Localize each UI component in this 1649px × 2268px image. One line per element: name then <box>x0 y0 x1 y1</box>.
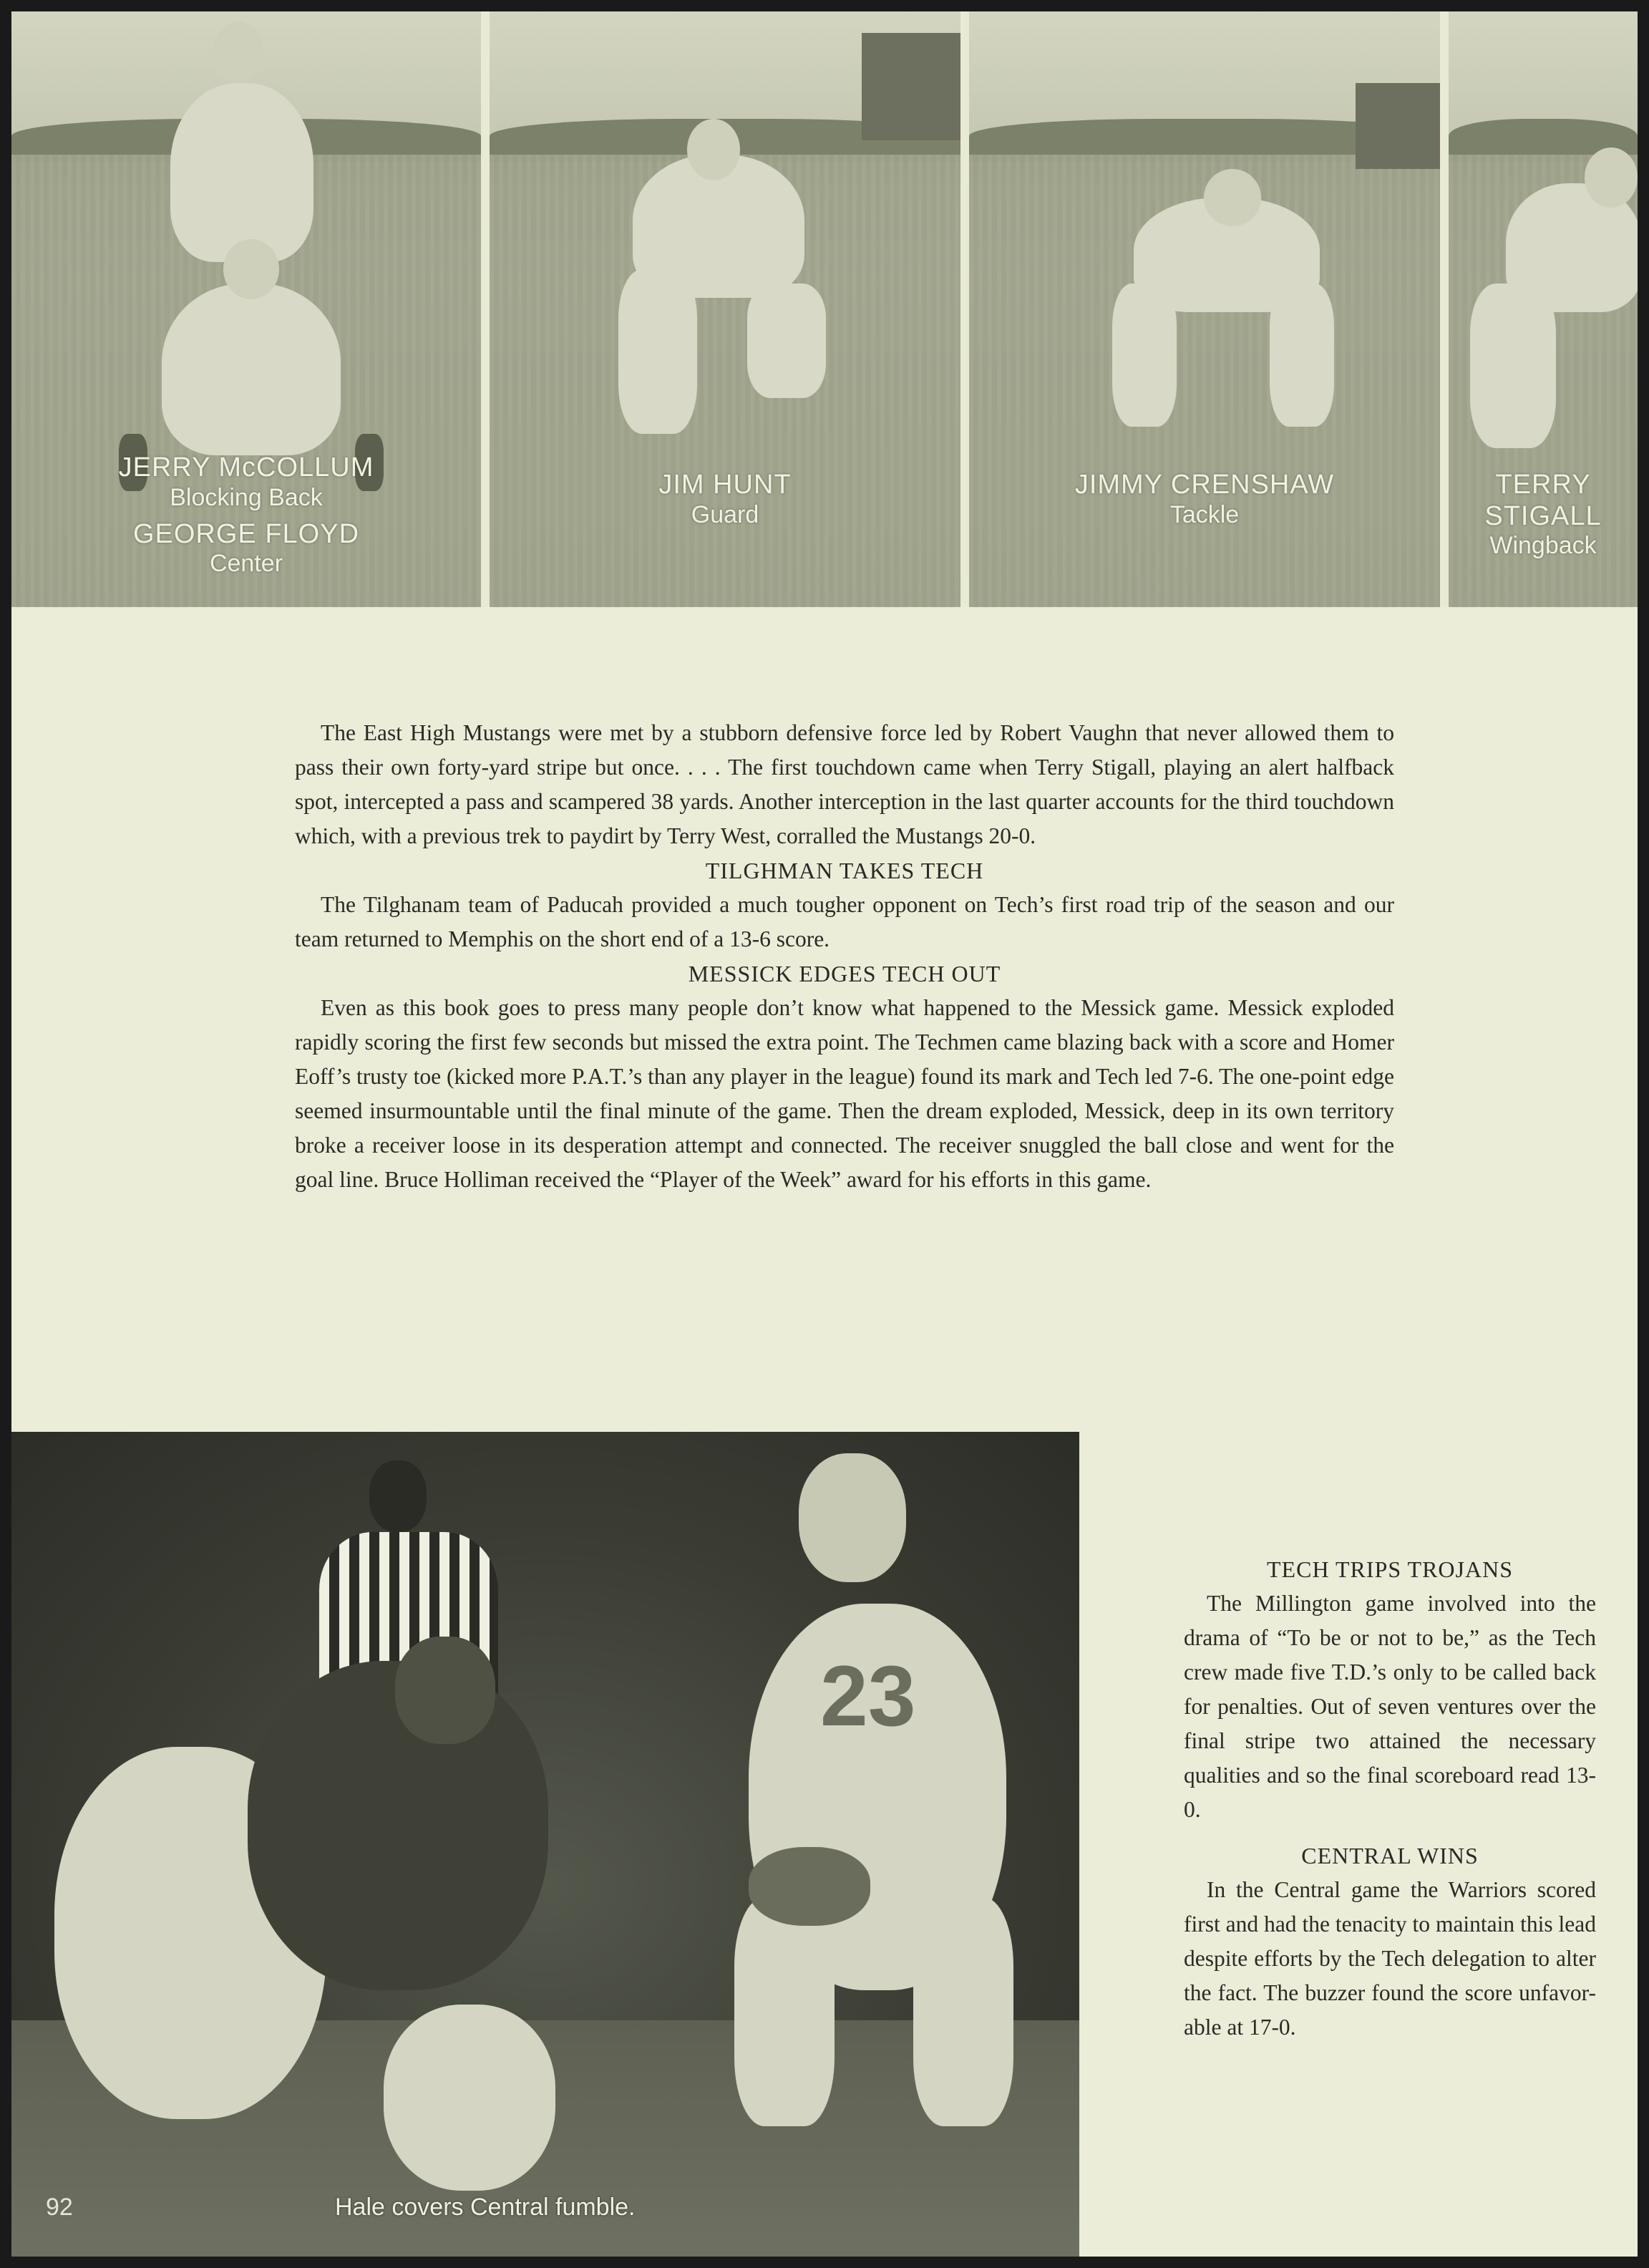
section-paragraph: Even as this book goes to press many people don’t know what happened to the Messick game. Messick exploded rapidly scoring the first few seconds but missed the extra point. The Techmen came blazing back with a score and Homer Eoff’s trusty toe (kicked more P.A.T.’s than any player in the league) found its mark and Tech led 7-6. The one-point edge seemed insurmountable until the final minute of the game. Then the dream exploded, Messick, deep in its own territory broke a receiver loose in its desperation attempt and connected. The receiver snuggled the ball close and went for the goal line. Bruce Holliman received the “Player of the Week” award for his efforts in this game. <box>295 995 1394 1192</box>
player-name: JIM HUNT <box>658 470 792 500</box>
section-paragraph: In the Central game the Warriors scored first and had the tenacity to maintain this lead despite efforts by the Tech delegation to alter the fact. The buzzer found the score unfavor-able at 17-0. <box>1184 1877 1596 2040</box>
section-heading: MESSICK EDGES TECH OUT <box>688 961 1001 987</box>
photo-mccollum-floyd <box>11 11 481 607</box>
player-position: Guard <box>691 500 759 528</box>
section-heading: TECH TRIPS TROJANS <box>1267 1556 1513 1582</box>
side-column <box>1184 1552 1596 2045</box>
player-position: Blocking Back <box>170 483 323 511</box>
game-action-photo <box>11 1432 1079 2257</box>
jersey-number: 23 <box>820 1648 916 1744</box>
player-name: GEORGE FLOYD <box>132 518 360 549</box>
photo-caption: Hale covers Central fumble. <box>335 2194 636 2221</box>
player-position: Center <box>209 550 283 578</box>
section-paragraph: The Millington game involved into the drama of “To be or not to be,” as the Tech crew made five T.D.’s only to be called back for penalties. Out of seven ventures over the final stripe two attained the necessary qualities and so the final scoreboard read 13-0. <box>1184 1591 1596 1822</box>
yearbook-page <box>11 11 1638 2257</box>
player-photo-strip <box>11 11 1638 607</box>
section-paragraph: The Tilghanam team of Paducah provided a much tougher opponent on Tech’s first road trip of the season and our team returned to Memphis on the short end of a 13-6 score. <box>295 892 1394 951</box>
player-name: JERRY McCOLLUM <box>118 452 374 483</box>
section-heading: CENTRAL WINS <box>1301 1843 1479 1869</box>
player-position: Tackle <box>1169 500 1240 528</box>
section-heading: TILGHMAN TAKES TECH <box>705 858 984 883</box>
player-name: TERRY <box>1495 470 1591 500</box>
player-position: Wingback <box>1489 532 1597 560</box>
article-body <box>295 716 1394 1197</box>
photo-hunt <box>490 11 960 607</box>
intro-paragraph: The East High Mustangs were met by a stubborn defensive force led by Robert Vaughn that never allowed them to pass their own forty-yard stripe but once. . . . The first touchdown came when Terry Stigall, playing an alert halfback spot, intercepted a pass and scampered 38 yards. Another interception in the last quarter accounts for the third touchdown which, with a previous trek to paydirt by Terry West, corralled the Mustangs 20-0. <box>295 720 1394 848</box>
photo-stigall <box>1449 11 1638 607</box>
page-number: 92 <box>46 2194 73 2221</box>
football <box>749 1847 870 1926</box>
player-name: JIMMY CRENSHAW <box>1074 470 1335 500</box>
photo-crenshaw <box>969 11 1440 607</box>
player-name: STIGALL <box>1484 500 1602 531</box>
